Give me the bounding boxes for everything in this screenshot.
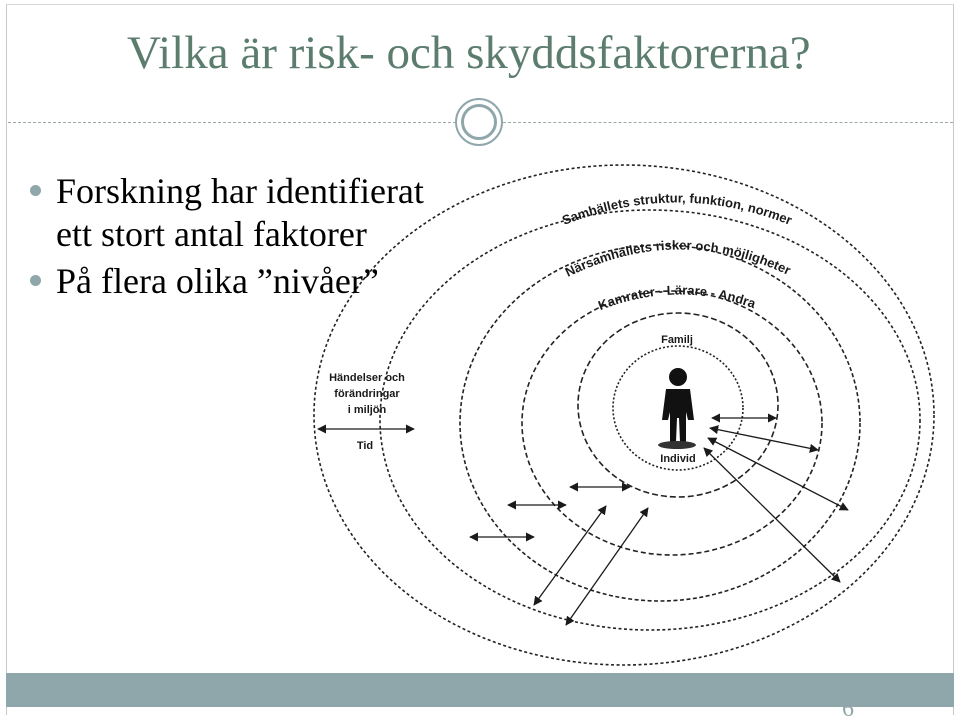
environment-label-line-1: Händelser och — [329, 372, 405, 384]
page-number: 6 — [842, 696, 854, 722]
ring-label-peers: Kamrater - Lärare - Andra — [596, 282, 758, 314]
ring-label-society: Samhällets struktur, funktion, normer — [559, 190, 795, 228]
center-label-individual: Individ — [660, 453, 696, 465]
bullet-item: Forskning har identifierat ett stort antal faktorer — [30, 170, 450, 256]
footer-bar — [6, 673, 954, 707]
time-label: Tid — [356, 440, 374, 452]
slide-title: Vilka är risk- och skyddsfaktorerna? — [127, 27, 811, 79]
interaction-arrow — [534, 506, 606, 605]
ring-label-community: Närsamhällets risker och möjligheter — [562, 237, 794, 280]
bullet-list — [30, 170, 450, 307]
interaction-arrow — [704, 448, 840, 582]
bullet-item: På flera olika ”nivåer” — [30, 260, 450, 303]
person-icon — [658, 368, 696, 449]
environment-label-line-2: förändringar — [334, 388, 400, 400]
environment-label-line-3: i miljön — [347, 404, 387, 416]
ring-community-outer — [380, 210, 920, 630]
interaction-arrow — [708, 438, 848, 510]
ring-label-family: Familj — [661, 334, 693, 346]
